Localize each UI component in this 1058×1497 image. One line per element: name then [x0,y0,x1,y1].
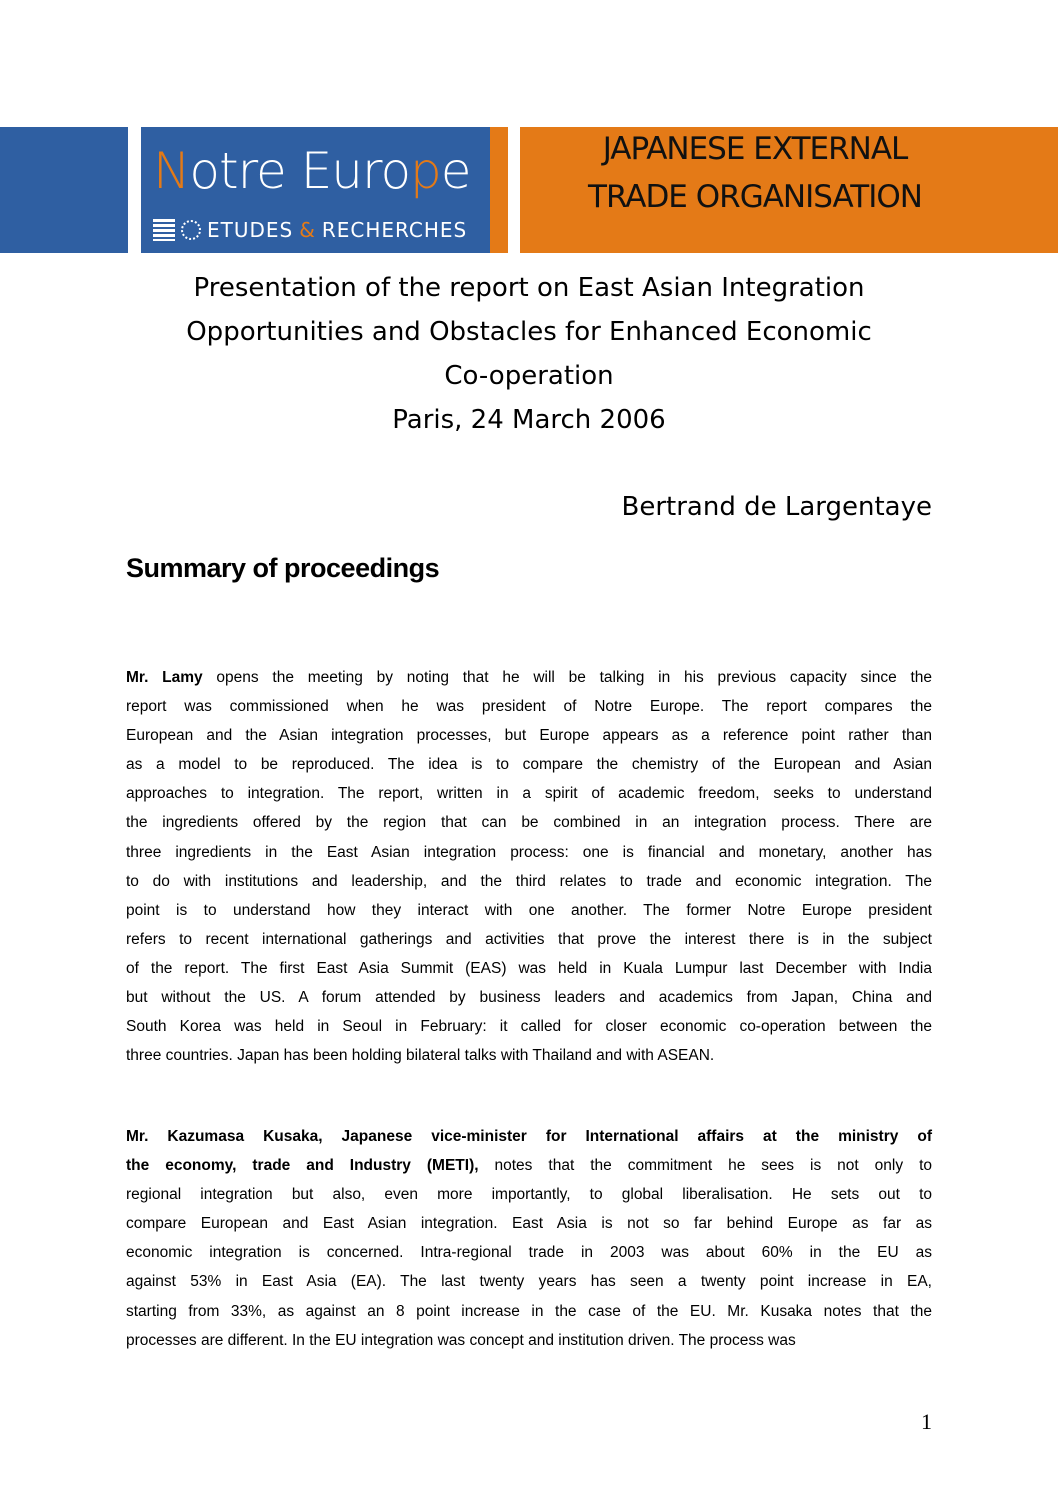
bold-text: the economy, trade and Industry (METI), [126,1157,479,1175]
paragraph-kusaka [126,1122,932,1355]
section-heading: Summary of proceedings [126,553,440,583]
paragraph-lamy [126,663,932,1070]
text-line [126,1238,932,1267]
text-line [126,1326,932,1355]
text-line [126,983,932,1012]
line-text: to do with institutions and leadership, and the third relates to trade and economic integration. The [126,872,932,890]
text-line [126,750,932,779]
title-line: Presentation of the report on East Asian Integration [193,273,865,303]
title-date: Paris, 24 March 2006 [392,405,666,435]
text-line [126,838,932,867]
text-line [126,692,932,721]
notre-europe-logo: Notre Europe [153,142,471,200]
text-line [126,867,932,896]
author: Bertrand de Largentaye [621,492,932,522]
line-text: notes that the commitment he sees is not only to [478,1157,932,1175]
text-line [126,663,932,692]
logo-subtitle: ETUDES & RECHERCHES [153,218,467,242]
text-line [126,1297,932,1326]
eu-stars-icon [181,220,201,240]
line-text: against 53% in East Asia (EA). The last twenty years has seen a twenty point increase in EA, [126,1273,932,1291]
line-text: the ingredients offered by the region that can be combined in an integration process. There are [126,814,932,832]
text-line [126,808,932,837]
text-line [126,1012,932,1041]
line-text: point is to understand how they interact with one another. The former Notre Europe president [126,901,932,919]
line-text: regional integration but also, even more importantly, to global liberalisation. He sets out to [126,1186,932,1204]
line-text: opens the meeting by noting that he will be talking in his previous capacity since the [202,669,932,686]
line-text: processes are different. In the EU integration was concept and institution driven. The process was [126,1331,796,1349]
line-text: South Korea was held in Seoul in February: it called for closer economic co-operation between the [126,1018,932,1036]
text-line [126,925,932,954]
text-line [126,1180,932,1209]
line-text: report was commissioned when he was president of Notre Europe. The report compares the [126,698,932,716]
text-line [126,721,932,750]
text-line [126,1122,932,1151]
bold-text: Mr. Kazumasa Kusaka, Japanese vice-minister for International affairs at the ministry of [126,1128,932,1145]
text-line [126,779,932,808]
text-line [126,1041,932,1070]
line-text: refers to recent international gatherings and activities that prove the interest there is in the subject [126,930,932,948]
text-line [126,1267,932,1296]
line-text: three countries. Japan has been holding bilateral talks with Thailand and with ASEAN. [126,1047,715,1065]
line-text: as a model to be reproduced. The idea is to compare the chemistry of the European and Asian [126,756,932,774]
page-number: 1 [921,1409,932,1434]
text-line [126,954,932,983]
text-line [126,1151,932,1180]
title-line: Co-operation [444,361,614,391]
header-blue-block [0,127,128,253]
line-text: approaches to integration. The report, written in a spirit of academic freedom, seeks to understand [126,785,932,803]
title-line: Opportunities and Obstacles for Enhanced Economic [186,317,872,347]
bold-text: Mr. Lamy [126,669,203,686]
text-line [126,896,932,925]
organisation-name-line1: JAPANESE EXTERNAL [602,131,908,167]
document-lines-icon [153,219,175,241]
line-text: but without the US. A forum attended by business leaders and academics from Japan, China and [126,989,932,1007]
header-orange-strip [490,127,508,253]
line-text: of the report. The first East Asia Summit (EAS) was held in Kuala Lumpur last December with India [126,959,932,977]
line-text: European and the Asian integration processes, but Europe appears as a reference point rather than [126,727,932,745]
text-line [126,1209,932,1238]
line-text: compare European and East Asian integration. East Asia is not so far behind Europe as far as [126,1215,932,1233]
line-text: economic integration is concerned. Intra-regional trade in 2003 was about 60% in the EU as [126,1244,932,1262]
line-text: starting from 33%, as against an 8 point increase in the case of the EU. Mr. Kusaka notes that the [126,1302,932,1320]
line-text: three ingredients in the East Asian integration process: one is financial and monetary, another has [126,843,932,861]
organisation-name-line2: TRADE ORGANISATION [588,179,922,215]
